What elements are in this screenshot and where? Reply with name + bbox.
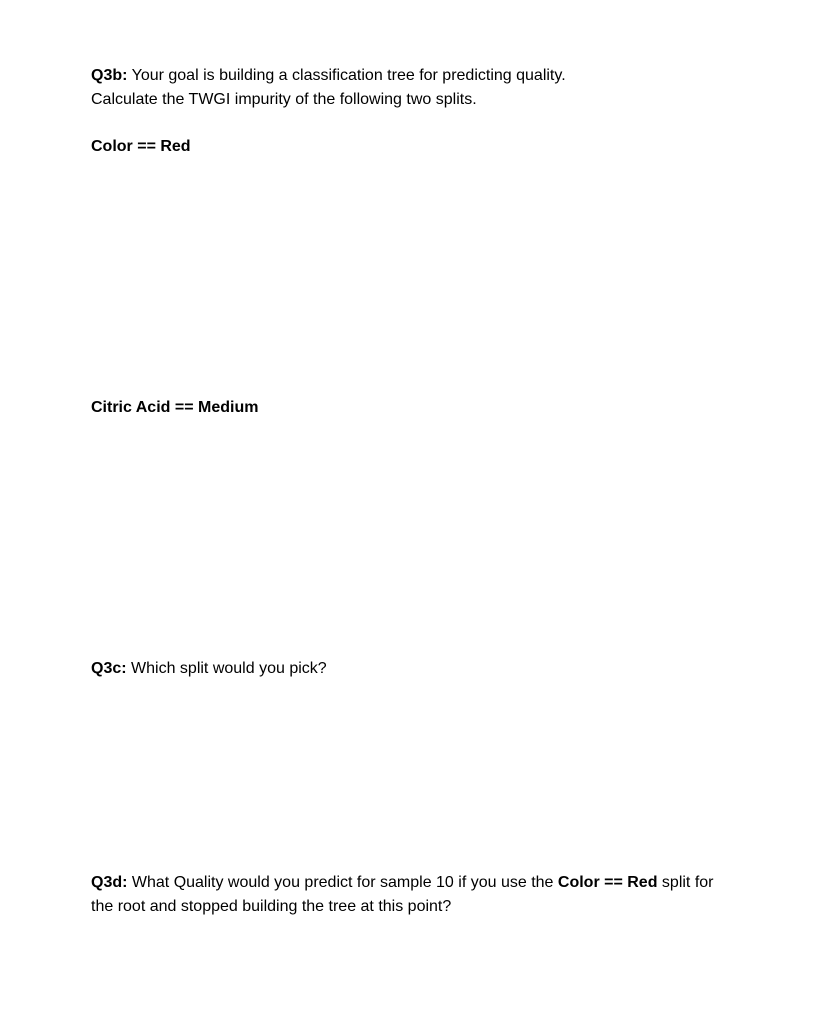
question-q3d	[91, 871, 791, 919]
question-q3c	[91, 657, 791, 681]
q3d-line-1	[91, 871, 791, 895]
q3c-text: Which split would you pick?	[126, 660, 327, 677]
q3d-line-2: the root and stopped building the tree at this point?	[91, 898, 452, 915]
q3d-text-after: split for	[657, 874, 714, 891]
question-q3b	[91, 64, 791, 112]
q3b-line-2: Calculate the TWGI impurity of the following two splits.	[91, 91, 477, 108]
q3c-label: Q3c:	[91, 660, 127, 677]
q3d-text-before: What Quality would you predict for sample 10 if you use the	[127, 874, 558, 891]
split-color-red: Color == Red	[91, 138, 191, 155]
q3b-text: Your goal is building a classification tree for predicting quality.	[127, 67, 566, 84]
q3b-line-1	[91, 64, 791, 88]
q3b-label: Q3b:	[91, 67, 128, 84]
split-citric-acid-medium: Citric Acid == Medium	[91, 399, 259, 416]
q3d-label: Q3d:	[91, 874, 128, 891]
q3d-bold-split: Color == Red	[557, 874, 658, 891]
